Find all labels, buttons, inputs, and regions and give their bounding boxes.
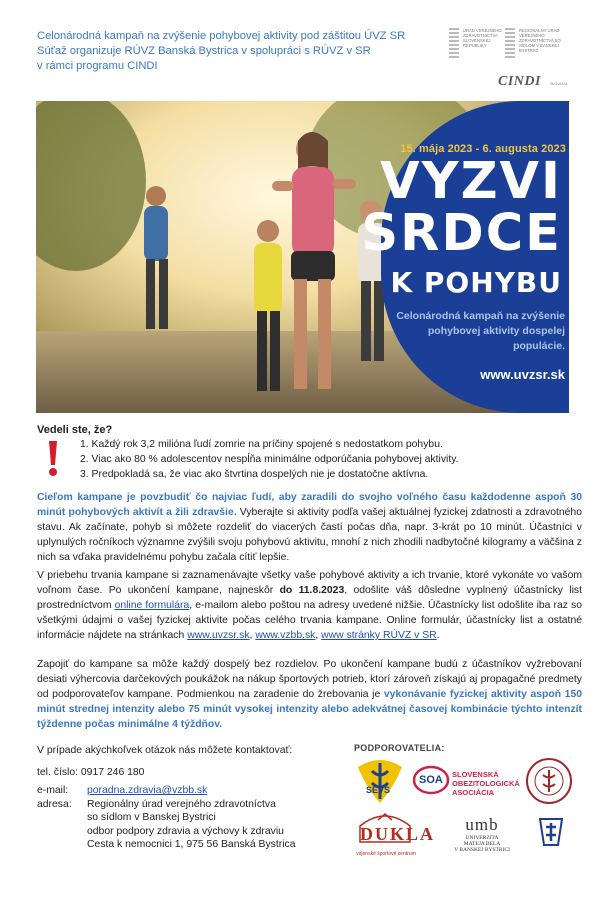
sponsors-title: PODPOROVATELIA: bbox=[354, 743, 445, 753]
registration-text: , e-mailom alebo poštou na adresy uvedené nižšie. Účastnícky list odošlite iba raz so všetkými údajmi o vašej fyzickej aktivite počas celého trvania kampane. Online formulár, účastnícky list a ostatné informácie nájdete na stránkach bbox=[37, 600, 582, 641]
draw-paragraph bbox=[37, 657, 582, 732]
registration-paragraph bbox=[37, 568, 582, 643]
facts-section bbox=[37, 424, 557, 480]
header-line: Celonárodná kampaň na zvýšenie pohybovej aktivity pod záštitou ÚVZ SR bbox=[37, 30, 406, 42]
ruvz-bb-logo bbox=[505, 28, 575, 68]
umb-line: UNIVERZITA bbox=[465, 835, 499, 841]
campaign-goal-paragraph bbox=[37, 490, 582, 565]
umb-logo bbox=[452, 815, 512, 853]
address-line: Regionálny úrad verejného zdravotníctva bbox=[87, 798, 276, 810]
banner-title-line1: VYZVI bbox=[380, 152, 562, 211]
header-text bbox=[37, 29, 457, 74]
banner-url: www.uvzsr.sk bbox=[480, 367, 565, 382]
address-line: odbor podpory zdravia a výchovy k zdraviu bbox=[87, 825, 284, 837]
ruvz-emblem-icon bbox=[505, 28, 515, 60]
header-line: Súťaž organizuje RÚVZ Banská Bystrica v spolupráci s RÚVZ v SR bbox=[37, 45, 371, 57]
registration-text: V priebehu trvania kampane si zaznamenávajte všetky vaše pohybové aktivity a ich trvanie, ktoré vykonáte vo vašom voľnom čase. Po ukončení kampane, najneskôr bbox=[37, 570, 582, 596]
soa-name-line: SLOVENSKÁ bbox=[452, 770, 499, 779]
medical-chamber-icon bbox=[525, 757, 573, 805]
banner-title-line2: SRDCE bbox=[361, 204, 562, 263]
facts-list bbox=[80, 437, 459, 482]
dukla-sub: vojenské športové centrum bbox=[356, 851, 416, 857]
campaign-goal-text: Vyberajte si aktivity podľa vašej aktuálnej fyzickej zdatnosti a zdravotného stavu. Ak začínate, pohyb si môžete rozdeliť do viacerých častí počas dňa, napr. 3-krát po 10 minút. Účastníci v uplynulých ročníkoch významne zvýšili svoju pohybovú aktivitu, mnohí z nich zhodili nadbytočné kilogramy a väčšina z nich sa vďaka pravidelnému pohybu začala cítiť lepšie. bbox=[37, 507, 582, 563]
sports-association-icon bbox=[536, 815, 566, 849]
sevs-text: SEVS bbox=[366, 785, 391, 795]
separator: . bbox=[436, 630, 440, 641]
facts-title: Vedeli ste, že? bbox=[37, 424, 113, 436]
address-line: Cesta k nemocnici 1, 975 56 Banská Bystrica bbox=[87, 839, 296, 850]
contact-intro: V prípade akýchkoľvek otázok nás môžete kontaktovať: bbox=[37, 745, 293, 756]
address-label: adresa: bbox=[37, 798, 72, 810]
medical-chamber-logo bbox=[525, 757, 573, 810]
uvz-sr-logo bbox=[449, 28, 507, 68]
soa-full-name bbox=[452, 770, 532, 797]
email-link[interactable]: poradna.zdravia@vzbb.sk bbox=[87, 785, 208, 796]
umb-line: V BANSKEJ BYSTRICI bbox=[454, 847, 510, 853]
ruvz-logo-text: REGIONÁLNY ÚRAD VEREJNÉHO ZDRAVOTNÍCTVA SO SÍDLOM V BANSKEJ BYSTRICI bbox=[519, 28, 561, 53]
exclamation-icon bbox=[47, 441, 59, 477]
soa-name-line: ASOCIÁCIA bbox=[452, 788, 495, 797]
uvzsr-link[interactable]: www.uvzsr.sk bbox=[187, 630, 250, 641]
deadline: do 11.8.2023 bbox=[279, 585, 345, 596]
soa-text: SOA bbox=[419, 774, 443, 786]
cindi-logo-sub: SLOVAKIA bbox=[550, 82, 568, 86]
sports-association-logo bbox=[536, 815, 566, 854]
fact-item: 1. Každý rok 3,2 milióna ľudí zomrie na príčiny spojené s nedostatkom pohybu. bbox=[80, 439, 443, 450]
uvz-logo-text: ÚRAD VEREJNÉHO ZDRAVOTNÍCTVA SLOVENSKEJ REPUBLIKY bbox=[463, 28, 502, 48]
address-block bbox=[87, 798, 296, 852]
fact-item: 2. Viac ako 80 % adolescentov nespĺňa minimálne odporúčania pohybovej aktivity. bbox=[80, 454, 459, 465]
fact-item: 3. Predpokladá sa, že viac ako štvrtina dospelých nie je dostatočne aktívna. bbox=[80, 469, 429, 480]
registration-text: , odošlite váš dôsledne vyplnený účastnícky list prostredníctvom bbox=[37, 585, 583, 611]
sevs-emblem-icon bbox=[354, 757, 406, 805]
separator: , bbox=[315, 630, 322, 641]
dukla-logo bbox=[356, 812, 436, 857]
banner-title-line3: K POHYBU bbox=[390, 266, 562, 299]
online-form-link[interactable]: online formulára bbox=[114, 600, 190, 611]
contact-section bbox=[37, 744, 347, 852]
soa-logo bbox=[412, 765, 520, 800]
draw-text: Zapojiť do kampane sa môže každý dospelý bez rozdielov. Po ukončení kampane budú z účastníkov vyžrebovaní desiati výhercovia darčekových poukážok na nákup športových potrieb, ktorí zároveň získajú aj propagačné predmety od podporovateľov kampane. Podmienkou na zaradenie do žrebovania je bbox=[37, 659, 582, 700]
umb-sub bbox=[452, 835, 512, 853]
dukla-text: DUKLA bbox=[360, 824, 436, 844]
campaign-dates: 15. mája 2023 - 6. augusta 2023 bbox=[400, 143, 566, 155]
email-label: e-mail: bbox=[37, 785, 69, 796]
uvz-emblem-icon bbox=[449, 28, 459, 60]
separator: , bbox=[249, 630, 256, 641]
vzbb-link[interactable]: www.vzbb.sk bbox=[255, 630, 316, 641]
ruvz-sites-link[interactable]: www stránky RÚVZ v SR bbox=[321, 630, 437, 641]
cindi-logo-text: CINDI bbox=[498, 74, 541, 89]
campaign-goal-lead: Cieľom kampane je povzbudiť čo najviac ľudí, aby zaradili do svojho voľného času každodenne aspoň 30 minút pohybových aktivít a žili zdravšie. bbox=[37, 492, 582, 518]
header-line: v rámci programu CINDI bbox=[37, 60, 158, 72]
umb-line: MATEJA BELA bbox=[463, 841, 501, 847]
sevs-logo bbox=[354, 757, 406, 810]
address-line: so sídlom v Banskej Bystrici bbox=[87, 812, 216, 823]
cindi-logo bbox=[498, 72, 570, 92]
umb-text: umb bbox=[465, 815, 499, 834]
draw-condition: vykonávanie fyzickej aktivity aspoň 150 minút strednej intenzity alebo 75 minút vysokej intenzity alebo adekvátnej časovej kombinácie týchto intenzít týždenne počas minimálne 4 týždňov. bbox=[37, 689, 582, 730]
soa-name-line: OBEZITOLOGICKÁ bbox=[452, 779, 520, 788]
contact-phone: tel. číslo: 0917 246 180 bbox=[37, 766, 145, 778]
banner-tagline: Celonárodná kampaň na zvýšenie pohybovej aktivity dospelej populácie. bbox=[396, 310, 565, 352]
